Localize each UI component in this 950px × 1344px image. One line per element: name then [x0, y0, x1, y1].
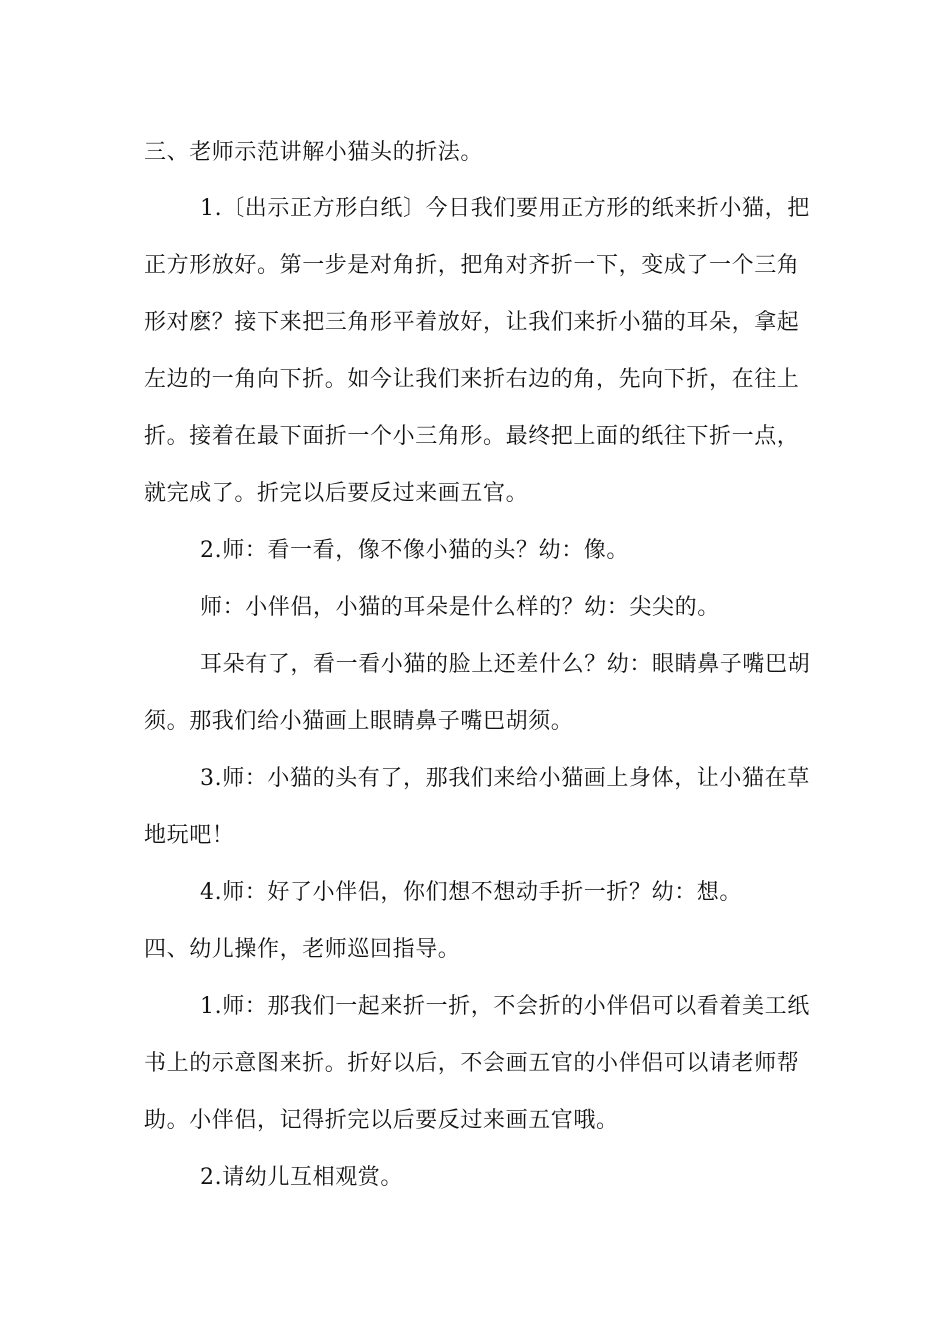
paragraph-line: 就完成了。折完以后要反过来画五官。 [144, 481, 529, 506]
paragraph-line: 正方形放好。第一步是对角折，把角对齐折一下，变成了一个三角 [144, 253, 800, 278]
paragraph-line: 耳朵有了，看一看小猫的脸上还差什么？幼：眼睛鼻子嘴巴胡 [200, 652, 811, 677]
paragraph-line: 师：小伴侣，小猫的耳朵是什么样的？幼：尖尖的。 [200, 595, 720, 620]
paragraph-line: 1.〔出示正方形白纸〕今日我们要用正方形的纸来折小猫，把 [200, 196, 810, 221]
paragraph-line: 地玩吧！ [144, 823, 235, 848]
paragraph-line: 2.师：看一看，像不像小猫的头？幼：像。 [200, 538, 629, 563]
section-heading-3: 三、老师示范讲解小猫头的折法。 [144, 140, 484, 165]
paragraph-line: 左边的一角向下折。如今让我们来折右边的角，先向下折，在往上 [144, 367, 800, 392]
paragraph-line: 助。小伴侣，记得折完以后要反过来画五官哦。 [144, 1108, 619, 1133]
paragraph-line: 形对麽？接下来把三角形平着放好，让我们来折小猫的耳朵，拿起 [144, 310, 800, 335]
paragraph-line: 折。接着在最下面折一个小三角形。最终把上面的纸往下折一点， [144, 424, 800, 449]
paragraph-line: 3.师：小猫的头有了，那我们来给小猫画上身体，让小猫在草 [200, 766, 810, 791]
paragraph-line: 须。那我们给小猫画上眼睛鼻子嘴巴胡须。 [144, 709, 574, 734]
paragraph-line: 书上的示意图来折。折好以后，不会画五官的小伴侣可以请老师帮 [144, 1051, 800, 1076]
paragraph-line: 1.师：那我们一起来折一折，不会折的小伴侣可以看着美工纸 [200, 994, 810, 1019]
paragraph-line: 4.师：好了小伴侣，你们想不想动手折一折？幼：想。 [200, 880, 742, 905]
paragraph-line: 2.请幼儿互相观赏。 [200, 1165, 403, 1190]
section-heading-4: 四、幼儿操作，老师巡回指导。 [144, 937, 461, 962]
